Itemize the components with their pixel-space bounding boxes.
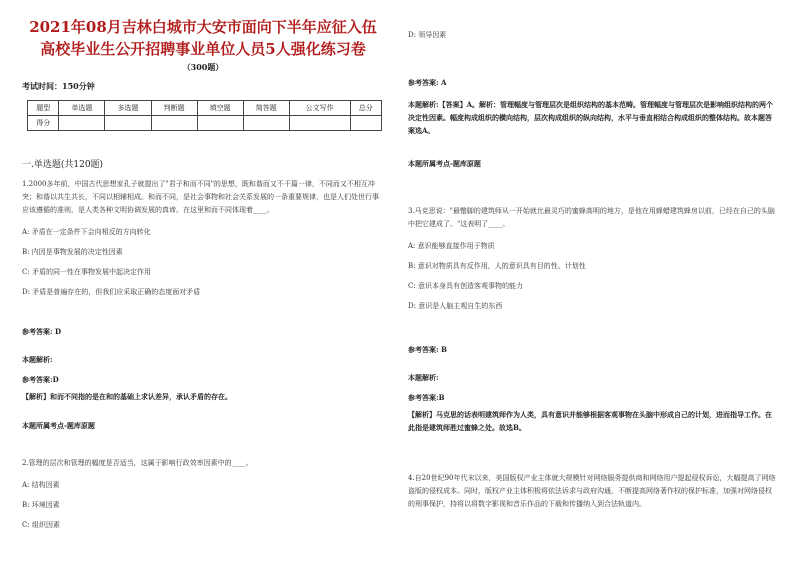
score-header-cell: 多选题 [105, 101, 151, 116]
score-cell [197, 116, 243, 131]
score-cell [105, 116, 151, 131]
question-3-answer: 参考答案: B [408, 345, 447, 354]
score-header-cell: 总分 [350, 101, 381, 116]
score-table [27, 100, 382, 131]
score-header-cell: 判断题 [151, 101, 197, 116]
question-2-option-a: A: 结构因素 [22, 481, 60, 489]
question-3-option-c: C: 意识本身具有创造客观事物的能力 [408, 282, 523, 290]
question-1-option-d: D: 矛盾是普遍存在的，但我们应采取正确的态度面对矛盾 [22, 288, 201, 296]
score-table-row [28, 116, 382, 131]
score-cell [59, 116, 105, 131]
score-cell [243, 116, 289, 131]
page-title: 2021年08月吉林白城市大安市面向下半年应征入伍高校毕业生公开招聘事业单位人员5人强化练习卷 [29, 18, 377, 58]
question-2-analysis: 本题解析:【答案】A。解析：管理幅度与管理层次是组织结构的基本范畴。管理幅度与管理层次是影响组织结构的两个决定性因素。幅度构成组织的横向结构，层次构成组织的纵向结构，水平与垂直相结合构成组织的整体结构。故本题答案选A。 [408, 100, 774, 135]
question-3-analysis: 【解析】马克思的话表明建筑师作为人类，具有意识并能够根据客观事物在头脑中形成自己的计划，进而指导工作。在此指是建筑师胜过蜜蜂之处。故选B。 [408, 410, 772, 432]
exam-time: 考试时间：150分钟 [22, 81, 95, 91]
score-header-cell: 单选题 [59, 101, 105, 116]
right-column [408, 0, 778, 511]
question-3-option-a: A: 意识能够直接作用于物质 [408, 242, 495, 250]
score-table-header-row [28, 101, 382, 116]
score-cell [151, 116, 197, 131]
question-3-text: 3.马克思说："最蹩脚的建筑师从一开始就比最灵巧的蜜蜂高明的地方，是他在用蜂蜡建筑蜂房以前，已经在自己的头脑中把它建成了。"这表明了____。 [408, 207, 775, 228]
score-row-label: 得分 [28, 116, 59, 131]
score-header-cell: 公文写作 [289, 101, 350, 116]
question-1-analysis: 【解析】和而不同指的是在和的基础上求认差异，承认矛盾的存在。 [22, 392, 232, 401]
score-cell [350, 116, 381, 131]
question-2-text: 2.管理的层次和管理的幅度是否适当，这属于影响行政效率因素中的____。 [22, 459, 253, 467]
question-2-answer: 参考答案: A [408, 78, 447, 87]
question-2-option-d: D: 领导因素 [408, 31, 447, 39]
question-2-option-b: B: 环境因素 [22, 501, 60, 509]
score-header-cell: 填空题 [197, 101, 243, 116]
score-header-cell: 简答题 [243, 101, 289, 116]
left-column [22, 0, 384, 530]
question-3-option-d: D: 意识是人脑主观自生的东西 [408, 302, 503, 310]
question-1-option-a: A: 矛盾在一定条件下会向相反的方向转化 [22, 228, 151, 236]
question-4-text: 4.自20世纪90年代末以来，美国版权产业主体就大规模针对网络服务提供商和网络用户提起侵权诉讼，大幅提高了网络盗版的侵权成本。同时，版权产业主体积极将依法诉求与政府沟通，不断提高网络著作权的保护标准，加强对网络侵权的刑事保护，持将以将数字影视和音乐作品的下载和传播纳入到合法轨道内。 [408, 474, 776, 508]
question-1-option-c: C: 矛盾的同一性在事物发展中起决定作用 [22, 268, 151, 276]
question-1-answer-repeat: 参考答案:D [22, 375, 59, 384]
question-3-answer-repeat: 参考答案:B [408, 393, 445, 402]
question-2-knowledge: 本题所属考点-题库原题 [408, 159, 481, 168]
question-3-option-b: B: 意识对物质具有反作用，人的意识具有目的性、计划性 [408, 262, 586, 270]
question-1-text: 1.2000多年前，中国古代思想家孔子就提出了"君子和而不同"的思想，既和谐而又不千篇一律，不同而又不相互冲突；和谐以共生共长，不同以相辅相成。和而不同，是社会事物和社会关系发展的一条重要规律，也是人们处世行事应该遵循的准则，是人类各种文明协调发展的真谛。在这里和而不同体现着____。 [22, 180, 379, 214]
question-1-answer: 参考答案: D [22, 327, 62, 336]
question-1-option-b: B: 内因是事物发展的决定性因素 [22, 248, 123, 256]
score-cell [289, 116, 350, 131]
section-heading: 一.单选题(共120题) [22, 160, 104, 170]
score-header-cell: 题型 [28, 101, 59, 116]
question-3-analysis-label: 本题解析: [408, 373, 439, 382]
question-2-option-c: C: 组织因素 [22, 521, 60, 529]
question-count: （300题） [182, 62, 224, 72]
question-1-analysis-label: 本题解析: [22, 355, 53, 364]
question-1-knowledge: 本题所属考点-题库原题 [22, 421, 95, 430]
